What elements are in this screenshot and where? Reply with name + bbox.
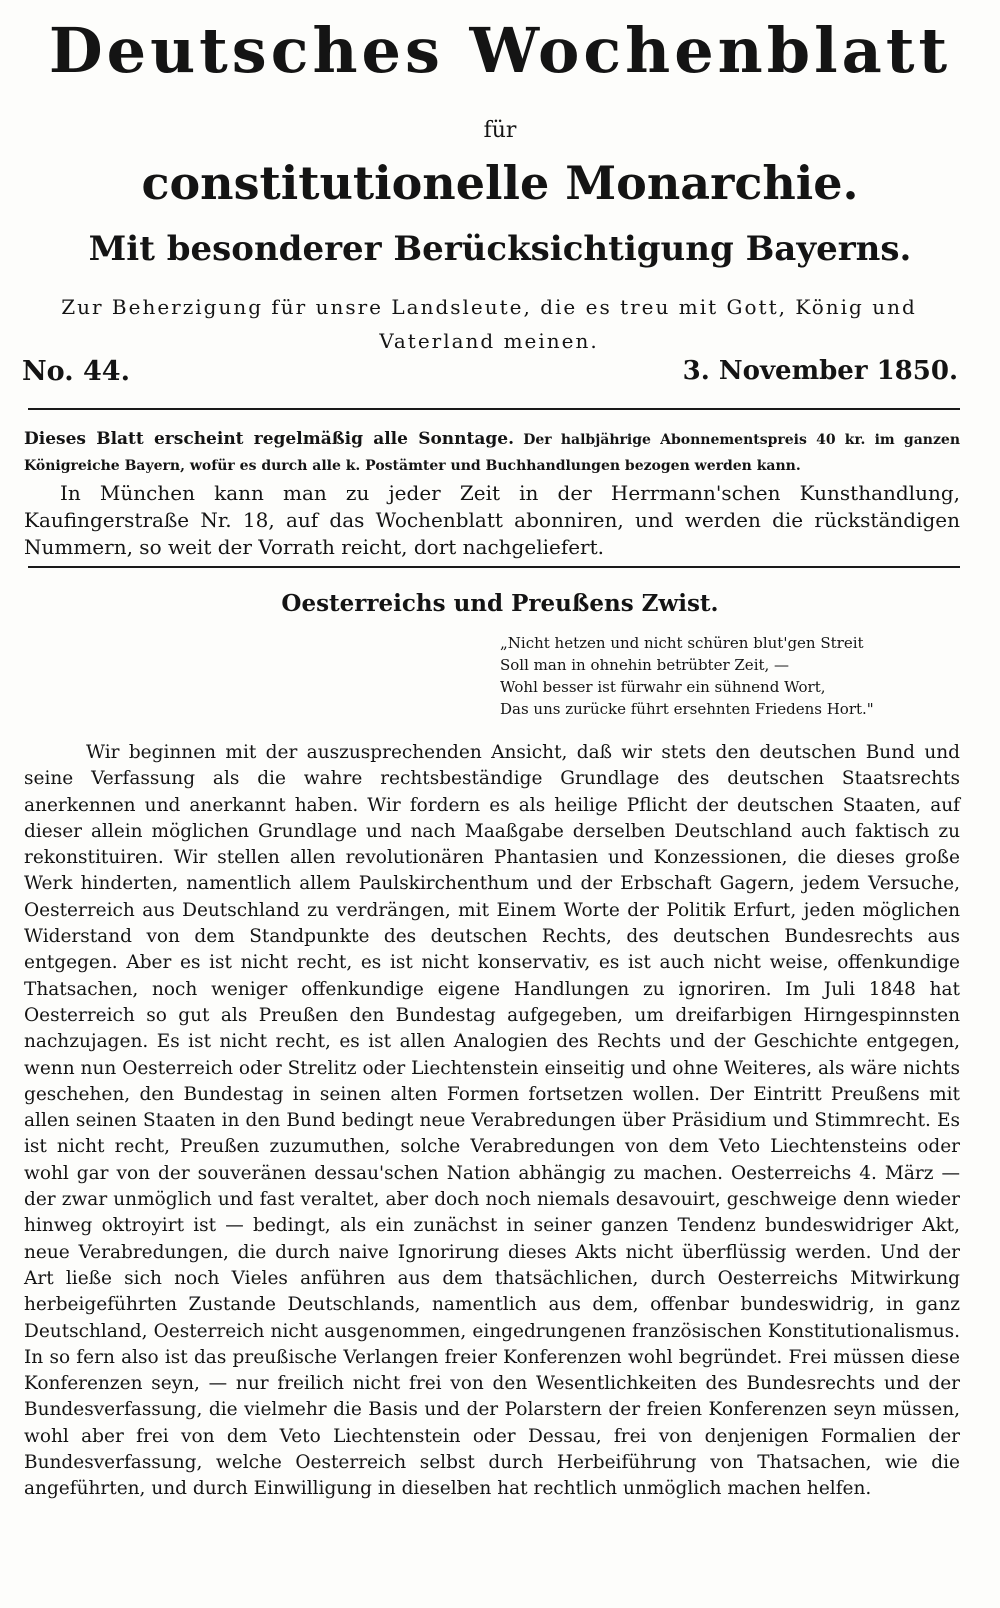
header-rule	[28, 408, 960, 410]
masthead-motto: Zur Beherzigung für unsre Landsleute, die es treu mit Gott, König und Vaterland meinen.	[61, 295, 917, 353]
masthead-title: Deutsches Wochenblatt	[48, 14, 952, 87]
masthead-subtitle: constitutionelle Monarchie.	[141, 156, 859, 210]
masthead-connector: für	[483, 118, 517, 143]
issue-date: 3. November 1850.	[682, 356, 958, 386]
article-title: Oesterreichs und Preußens Zwist.	[281, 590, 719, 617]
epigraph-line: Wohl besser ist fürwahr ein sühnend Wort,	[500, 678, 826, 696]
issue-number: No. 44.	[22, 356, 130, 387]
notice-lead: Dieses Blatt erscheint regelmäßig alle Sonntage.	[24, 429, 515, 449]
notice-rest: Der halbjährige Abonnementspreis 40 kr. im ganzen Königreiche Bayern, wofür es durch alle k. Postämter und Buchhandlungen bezogen werden kann.	[24, 432, 961, 474]
epigraph-line: Das uns zurücke führt ersehnten Friedens Hort."	[500, 700, 874, 718]
epigraph	[500, 632, 920, 720]
section-rule	[28, 566, 960, 568]
masthead-focus: Mit besonderer Berücksichtigung Bayerns.	[88, 229, 912, 269]
subscription-notice	[24, 426, 960, 479]
epigraph-line: „Nicht hetzen und nicht schüren blut'gen Streit	[500, 634, 864, 652]
epigraph-line: Soll man in ohnehin betrübter Zeit, —	[500, 656, 790, 674]
article-body: Wir beginnen mit der auszusprechenden Ansicht, daß wir stets den deutschen Bund und seine Verfassung als die wahre rechtsbeständige Grundlage des deutschen Staatsrechts anerkennen und anerkannt haben. Wir fordern es als heilige Pflicht der deutschen Staaten, auf dieser allein möglichen Grundlage und nach Maaßgabe derselben Deutschland auch faktisch zu rekonstituiren. Wir stellen allen revolutionären Phantasien und Konzessionen, die dieses große Werk hinderten, namentlich allem Paulskirchenthum und der Erbschaft Gagern, jedem Versuche, Oesterreich aus Deutschland zu verdrängen, mit Einem Worte der Politik Erfurt, jeden möglichen Widerstand von dem Standpunkte des deutschen Rechts, des deutschen Bundesrechts aus entgegen. Aber es ist nicht recht, es ist nicht konservativ, es ist auch nicht weise, offenkundige Thatsachen, noch weniger offenkundige eigene Handlungen zu ignoriren. Im Juli 1848 hat Oesterreich so gut als Preußen den Bundestag aufgegeben, um dreifarbigen Hirngespinnsten nachzujagen. Es ist nicht recht, es ist allen Analogien des Rechts und der Geschichte entgegen, wenn nun Oesterreich oder Strelitz oder Liechtenstein einseitig und ohne Weiteres, als wäre nichts geschehen, den Bundestag in seinen alten Formen fortsetzen wollen. Der Eintritt Preußens mit allen seinen Staaten in den Bund bedingt neue Verabredungen über Präsidium und Stimmrecht. Es ist nicht recht, Preußen zuzumuthen, solche Verabredungen von dem Veto Liechtensteins oder wohl gar von der souveränen dessau'schen Nation abhängig zu machen. Oesterreichs 4. März — der zwar unmöglich und fast veraltet, aber doch noch niemals desavouirt, geschweige denn wieder hinweg oktroyirt ist — bedingt, als ein zunächst in seiner ganzen Tendenz bundeswidriger Akt, neue Verabredungen, die durch naive Ignorirung dieses Akts nicht überflüssig werden. Und der Art ließe sich noch Vieles anführen aus dem thatsächlichen, durch Oesterreichs Mitwirkung herbeigeführten Zustande Deutschlands, namentlich aus dem, offenbar bundeswidrig, in ganz Deutschland, Oesterreich nicht ausgenommen, eingedrungenen französischen Konstitutionalismus. In so fern also ist das preußische Verlangen freier Konferenzen wohl begründet. Frei müssen diese Konferenzen seyn, — nur freilich nicht frei von den Wesentlichkeiten des Bundesrechts und der Bundesverfassung, die vielmehr die Basis und der Polarstern der freien Konferenzen seyn müssen, wohl aber frei von dem Veto Liechtenstein oder Dessau, frei von denjenigen Formalien der Bundesverfassung, welche Oesterreich selbst durch Herbeiführung von Thatsachen, wie die angeführten, und durch Einwilligung in dieselben hat rechtlich unmöglich machen helfen.	[24, 742, 960, 1500]
munich-notice: In München kann man zu jeder Zeit in der Herrmann'schen Kunsthandlung, Kaufingerstraße Nr. 18, auf das Wochenblatt abonniren, und werden die rückständigen Nummern, so weit der Vorrath reicht, dort nachgeliefert.	[24, 481, 960, 559]
